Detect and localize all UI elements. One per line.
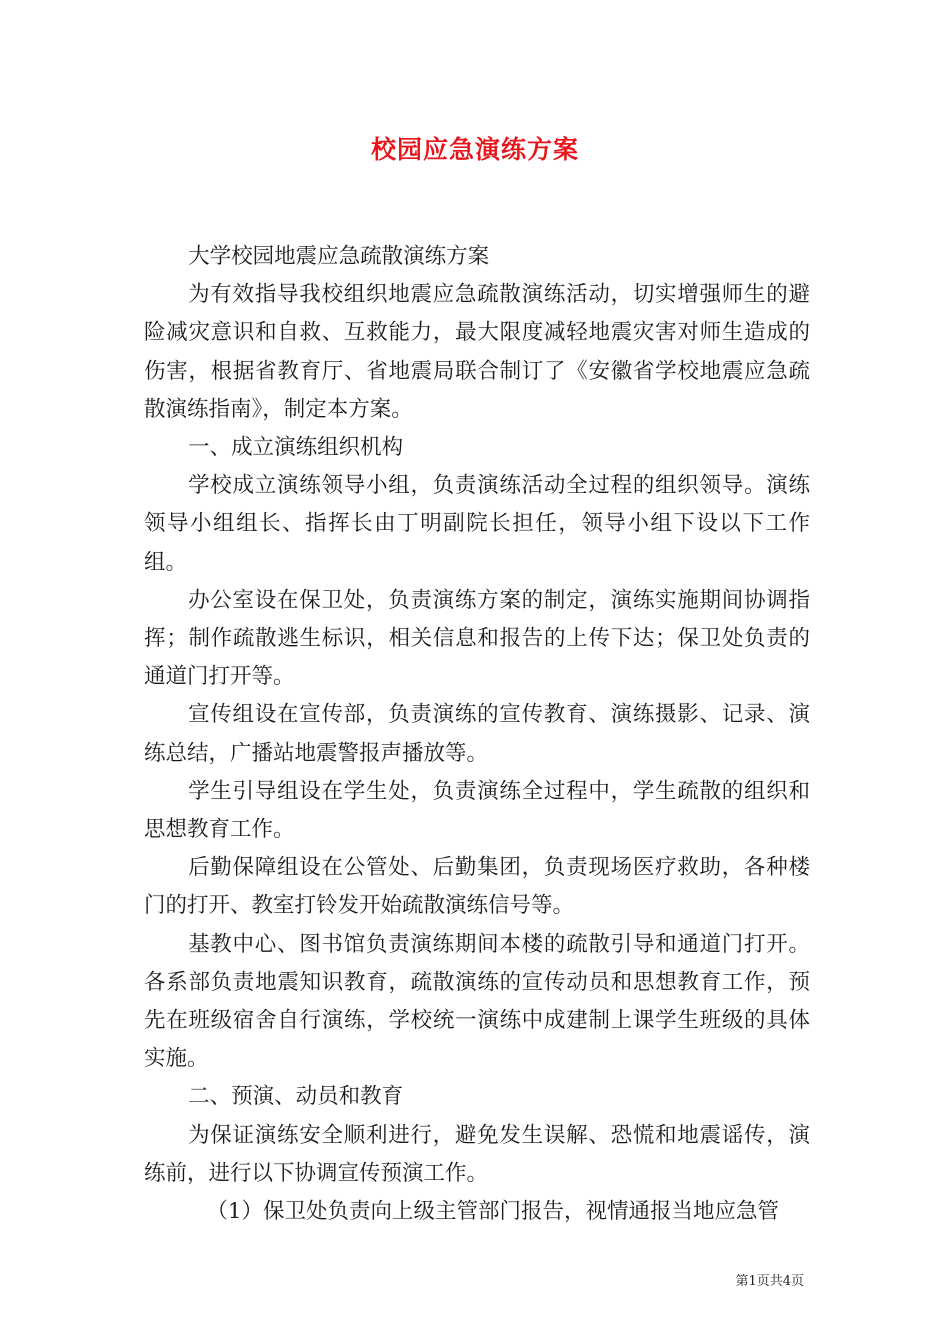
paragraph-preparation: 为保证演练安全顺利进行，避免发生误解、恐慌和地震谣传，演练前，进行以下协调宣传预演工作。 [144,1122,810,1186]
document-title: 校园应急演练方案 [370,135,579,164]
paragraph-leadership: 学校成立演练领导小组，负责演练活动全过程的组织领导。演练领导小组组长、指挥长由丁明副院长担任，领导小组下设以下工作组。 [144,473,810,575]
paragraph-departments: 基教中心、图书馆负责演练期间本楼的疏散引导和通道门打开。各系部负责地震知识教育，疏散演练的宣传动员和思想教育工作，预先在班级宿舍自行演练，学校统一演练中成建制上课学生班级的具体实施。 [144,931,810,1072]
section-heading-2: 二、预演、动员和教育 [188,1084,404,1110]
paragraph-purpose: 为有效指导我校组织地震应急疏散演练活动，切实增强师生的避险减灾意识和自救、互救能力，最大限度减轻地震灾害对师生造成的伤害，根据省教育厅、省地震局联合制订了《安徽省学校地震应急疏散演练指南》，制定本方案。 [144,282,810,422]
paragraph-student-guide: 学生引导组设在学生处，负责演练全过程中，学生疏散的组织和思想教育工作。 [144,778,810,843]
section-heading-1: 一、成立演练组织机构 [188,435,404,461]
paragraph-publicity: 宣传组设在宣传部，负责演练的宣传教育、演练摄影、记录、演练总结，广播站地震警报声播放等。 [144,702,810,766]
paragraph-logistics: 后勤保障组设在公管处、后勤集团，负责现场医疗救助，各种楼门的打开、教室打铃发开始疏散演练信号等。 [144,855,810,919]
subtitle-paragraph: 大学校园地震应急疏散演练方案 [188,244,490,269]
paragraph-office: 办公室设在保卫处，负责演练方案的制定，演练实施期间协调指挥；制作疏散逃生标识，相关信息和报告的上传下达；保卫处负责的通道门打开等。 [144,587,810,690]
list-item-1: （1）保卫处负责向上级主管部门报告，视情通报当地应急管 [206,1199,780,1225]
page-number: 第1页共4页 [735,1274,804,1289]
document-body [144,238,810,1231]
